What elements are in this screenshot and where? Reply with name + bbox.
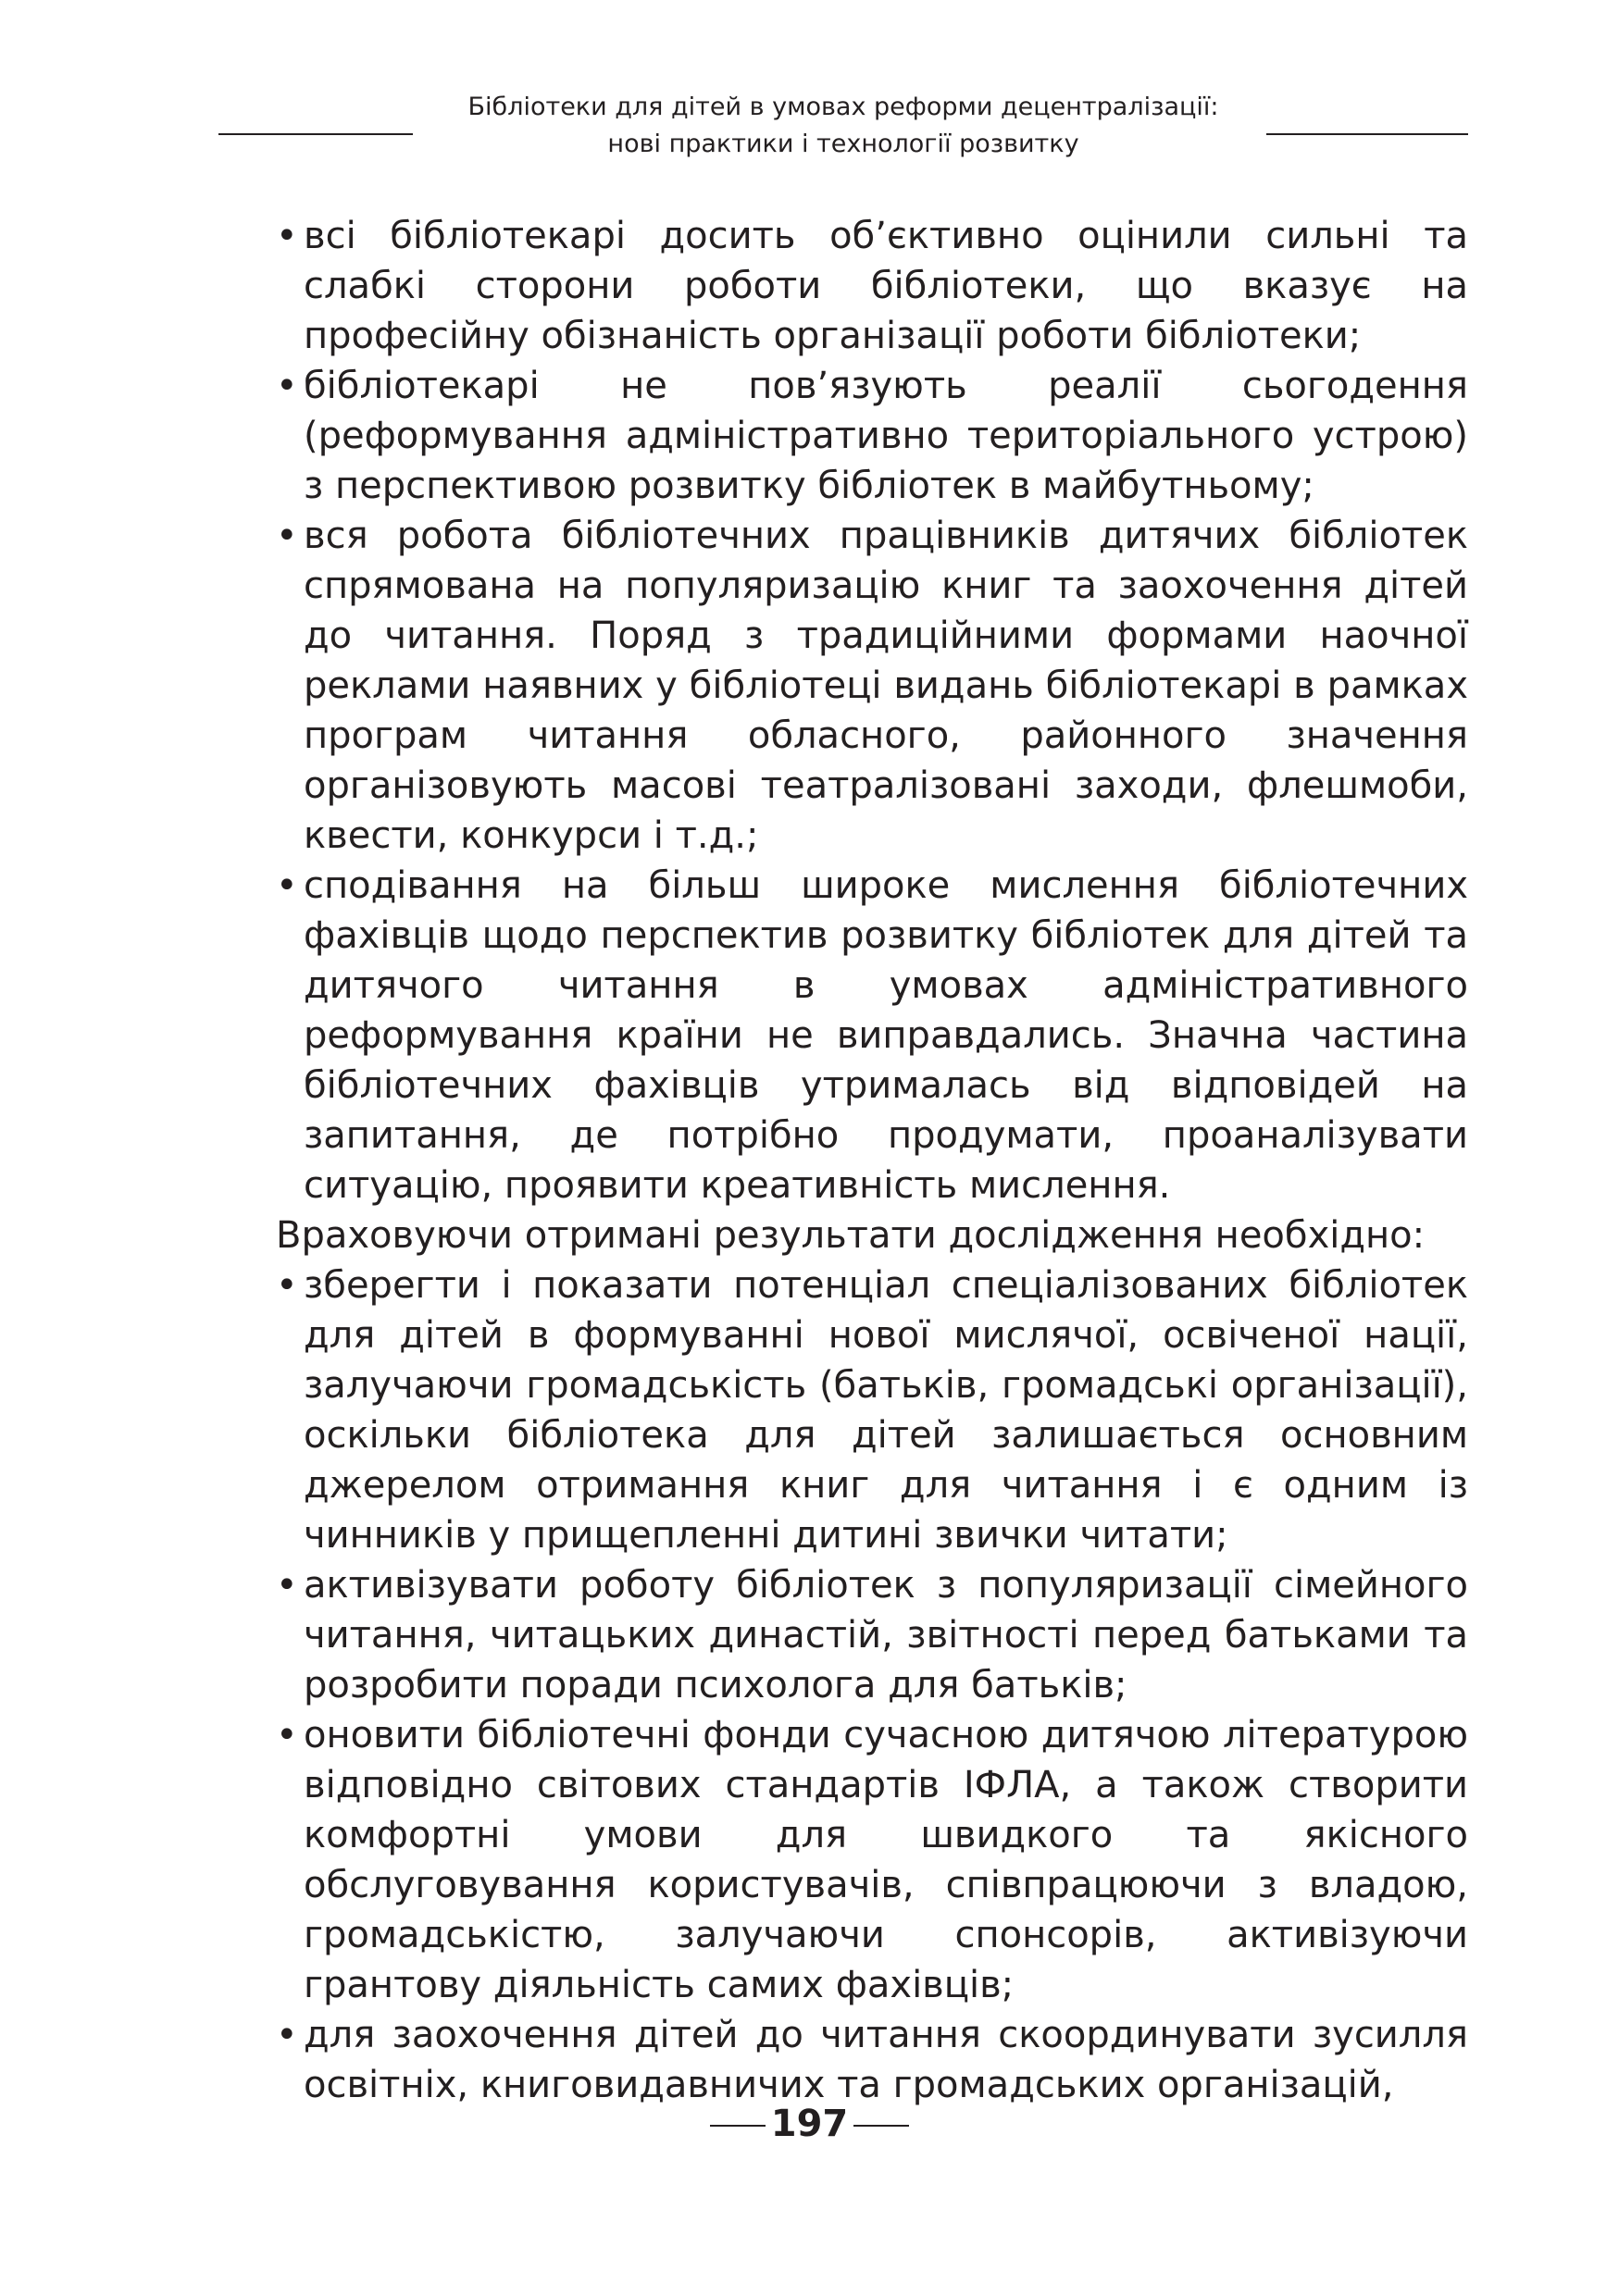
list-item-text: зберегти і показати потенціал спеціалізованих бібліотек для дітей в формуванні нової мислячої, освіченої нації, залучаючи громадськість (батьків, громадські організації), оскільки бібліотека для дітей залишається основним джерелом отримання книг для читання і є одним із чинників у прищепленні дитині звички читати;	[304, 1264, 1468, 1557]
list-item	[276, 211, 1468, 361]
page-number	[0, 2101, 1619, 2147]
list-item-text: активізувати роботу бібліотек з популяризації сімейного читання, читацьких династій, звітності перед батьками та розробити поради психолога для батьків;	[304, 1564, 1468, 1706]
list-item-text: вся робота бібліотечних працівників дитячих бібліотек спрямована на популяризацію книг та заохочення дітей до читання. Поряд з традиційними формами наочної реклами наявних у бібліотеці видань бібліотекарі в рамках програм читання обласного, районного значення організовують масові театралізовані заходи, флешмоби, квести, конкурси і т.д.;	[304, 515, 1468, 857]
bullet-icon: •	[276, 365, 298, 407]
recommendations-list	[276, 1260, 1468, 2110]
bullet-icon: •	[276, 215, 298, 257]
list-item	[276, 511, 1468, 861]
bullet-icon: •	[276, 1264, 298, 1307]
bullet-icon: •	[276, 515, 298, 557]
bullet-icon: •	[276, 2014, 298, 2056]
lead-paragraph: Враховуючи отримані результати дослідження необхідно:	[276, 1214, 1426, 1257]
list-item	[276, 2010, 1468, 2110]
bullet-icon: •	[276, 1564, 298, 1607]
page-number-rule-left	[710, 2125, 766, 2127]
bullet-icon: •	[276, 864, 298, 907]
list-item-text: оновити бібліотечні фонди сучасною дитячою літературою відповідно світових стандартів ІФЛА, а також створити комфортні умови для швидкого та якісного обслуговування користувачів, співпрацюючи з владою, громадськістю, залучаючи спонсорів, активізуючи грантову діяльність самих фахівців;	[304, 1714, 1468, 2006]
page-number-value: 197	[770, 2103, 849, 2145]
list-item	[276, 361, 1468, 511]
running-header-line-2: нові практики і технології розвитку	[607, 130, 1079, 158]
list-item	[276, 1260, 1468, 1560]
findings-list	[276, 211, 1468, 1210]
body-text	[276, 211, 1468, 2110]
list-item-text: бібліотекарі не пов’язують реалії сьогодення (реформування адміністративно територіального устрою) з перспективою розвитку бібліотек в майбутньому;	[304, 365, 1468, 507]
list-item	[276, 1710, 1468, 2010]
list-item	[276, 861, 1468, 1210]
list-item-text: сподівання на більш широке мислення бібліотечних фахівців щодо перспектив розвитку бібліотек для дітей та дитячого читання в умовах адміністративного реформування країни не виправдались. Значна частина бібліотечних фахівців утрималась від відповідей на запитання, де потрібно продумати, проаналізувати ситуацію, проявити креативність мислення.	[304, 864, 1468, 1207]
running-header-line-1: Бібліотеки для дітей в умовах реформи децентралізації:	[467, 93, 1219, 121]
running-header	[218, 89, 1468, 163]
page-number-rule-right	[853, 2125, 909, 2127]
bullet-icon: •	[276, 1714, 298, 1756]
list-item-text: для заохочення дітей до читання скоординувати зусилля освітніх, книговидавничих та громадських організацій,	[304, 2014, 1468, 2106]
list-item-text: всі бібліотекарі досить об’єктивно оцінили сильні та слабкі сторони роботи бібліотеки, що вказує на професійну обізнаність організації роботи бібліотеки;	[304, 215, 1468, 357]
list-item	[276, 1560, 1468, 1710]
